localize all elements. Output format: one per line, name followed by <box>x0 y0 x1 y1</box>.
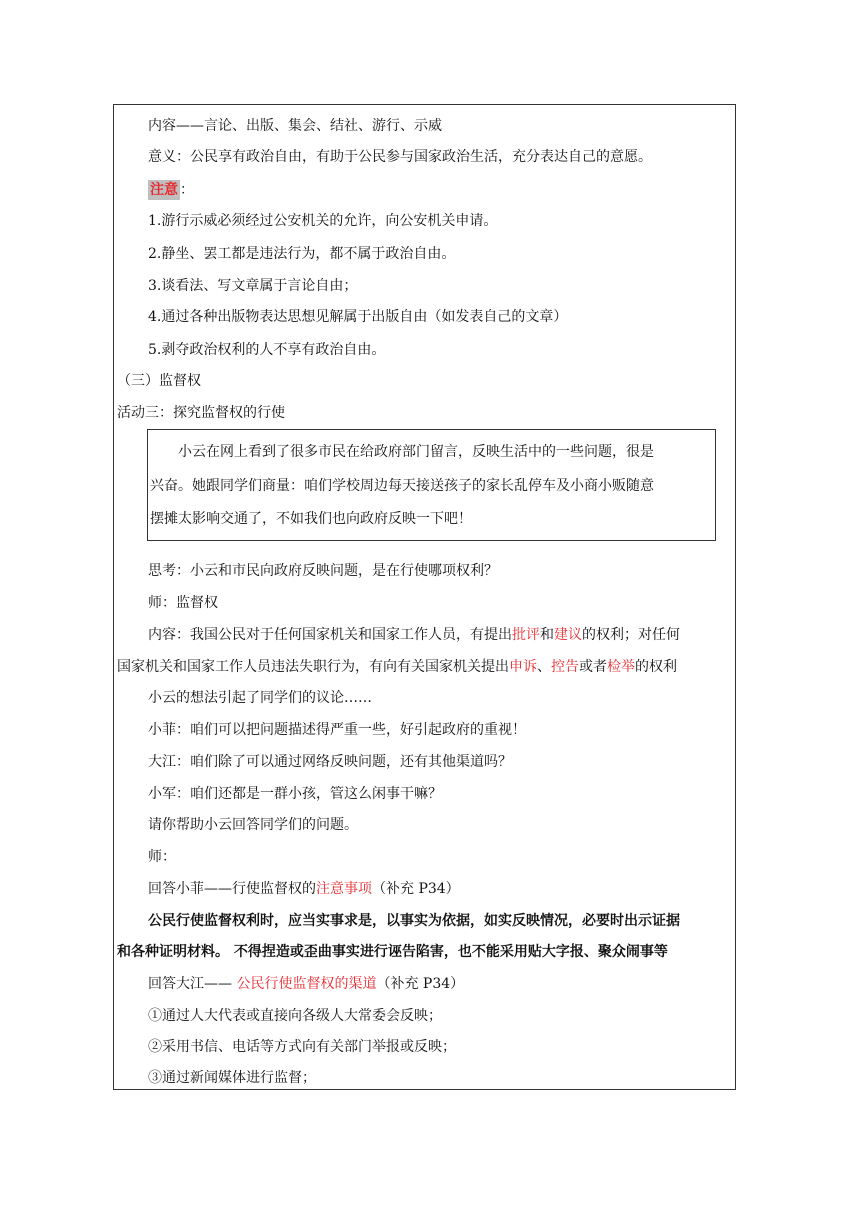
answer-dajiang-line <box>148 974 464 994</box>
text-run: 内容：我国公民对于任何国家机关和国家工作人员，有提出 <box>148 627 512 643</box>
teacher-answer-1: 师：监督权 <box>148 595 218 611</box>
note-item-4: 4.通过各种出版物表达思想见解属于出版自由（如发表自己的文章） <box>148 309 568 325</box>
meaning-line: 意义：公民享有政治自由，有助于公民参与国家政治生活，充分表达自己的意愿。 <box>148 149 652 165</box>
note-colon: ： <box>180 182 194 198</box>
keyword-notes: 注意事项 <box>316 881 372 897</box>
keyword-report: 检举 <box>607 659 635 675</box>
keyword-appeal: 申诉 <box>509 659 537 675</box>
note-item-5: 5.剥夺政治权利的人不享有政治自由。 <box>148 342 386 358</box>
answer-xiaofei-line <box>148 879 460 899</box>
keyword-channels: 公民行使监督权的渠道 <box>236 976 377 992</box>
activity-heading: 活动三：探究监督权的行使 <box>117 405 285 421</box>
note-heading <box>148 180 194 200</box>
text-run: 、 <box>537 659 551 675</box>
text-run: 回答大江—— <box>148 976 237 992</box>
story-line-1: 小云在网上看到了很多市民在给政府部门留言，反映生活中的一些问题，很是 <box>178 444 654 460</box>
channel-item-2: ②采用书信、电话等方式向有关部门举报或反映； <box>148 1039 456 1055</box>
please-line: 请你帮助小云回答同学们的问题。 <box>148 817 358 833</box>
text-run: 的权利 <box>635 659 677 675</box>
discuss-line: 小云的想法引起了同学们的议论…… <box>148 690 372 706</box>
keyword-accuse: 控告 <box>551 659 579 675</box>
think-line: 思考：小云和市民向政府反映问题，是在行使哪项权利？ <box>148 563 498 579</box>
bold-rule-line-2: 和各种证明材料。 不得捏造或歪曲事实进行诬告陷害，也不能采用贴大字报、聚众闹事等 <box>117 944 668 960</box>
content-line: 内容——言论、出版、集会、结社、游行、示威 <box>148 118 442 134</box>
story-line-3: 摆摊太影响交通了，不如我们也向政府反映一下吧！ <box>150 511 472 527</box>
bold-rule-line-1: 公民行使监督权利时，应当实事求是，以事实为依据，如实反映情况，必要时出示证据 <box>148 913 680 929</box>
note-item-1: 1.游行示威必须经过公安机关的允许，向公安机关申请。 <box>148 213 498 229</box>
text-run: 和 <box>540 627 554 643</box>
keyword-suggestion: 建议 <box>554 627 582 643</box>
section-heading: （三）监督权 <box>117 373 201 389</box>
xiaofei-line: 小菲：咱们可以把问题描述得严重一些，好引起政府的重视！ <box>148 722 526 738</box>
note-item-3: 3.谈看法、写文章属于言论自由； <box>148 278 358 294</box>
dajiang-line: 大江：咱们除了可以通过网络反映问题，还有其他渠道吗？ <box>148 754 512 770</box>
channel-item-3: ③通过新闻媒体进行监督； <box>148 1070 316 1086</box>
story-line-2: 兴奋。她跟同学们商量：咱们学校周边每天接送孩子的家长乱停车及小商小贩随意 <box>150 478 654 494</box>
content-paragraph-line-1 <box>148 625 680 645</box>
text-run: （补充 P34） <box>376 976 465 992</box>
note-highlight: 注意 <box>150 182 178 198</box>
note-item-2: 2.静坐、罢工都是违法行为，都不属于政治自由。 <box>148 246 456 262</box>
xiaojun-line: 小军：咱们还都是一群小孩，管这么闲事干嘛？ <box>148 786 442 802</box>
text-run: 国家机关和国家工作人员违法失职行为，有向有关国家机关提出 <box>117 659 509 675</box>
text-run: 或者 <box>579 659 607 675</box>
channel-item-1: ①通过人大代表或直接向各级人大常委会反映； <box>148 1008 442 1024</box>
content-paragraph-line-2 <box>117 657 677 677</box>
text-run: 回答小菲——行使监督权的 <box>148 881 316 897</box>
text-run: （补充 P34） <box>372 881 460 897</box>
keyword-criticism: 批评 <box>512 627 540 643</box>
text-run: 的权利；对任何 <box>582 627 680 643</box>
teacher-answer-2: 师： <box>148 849 176 865</box>
